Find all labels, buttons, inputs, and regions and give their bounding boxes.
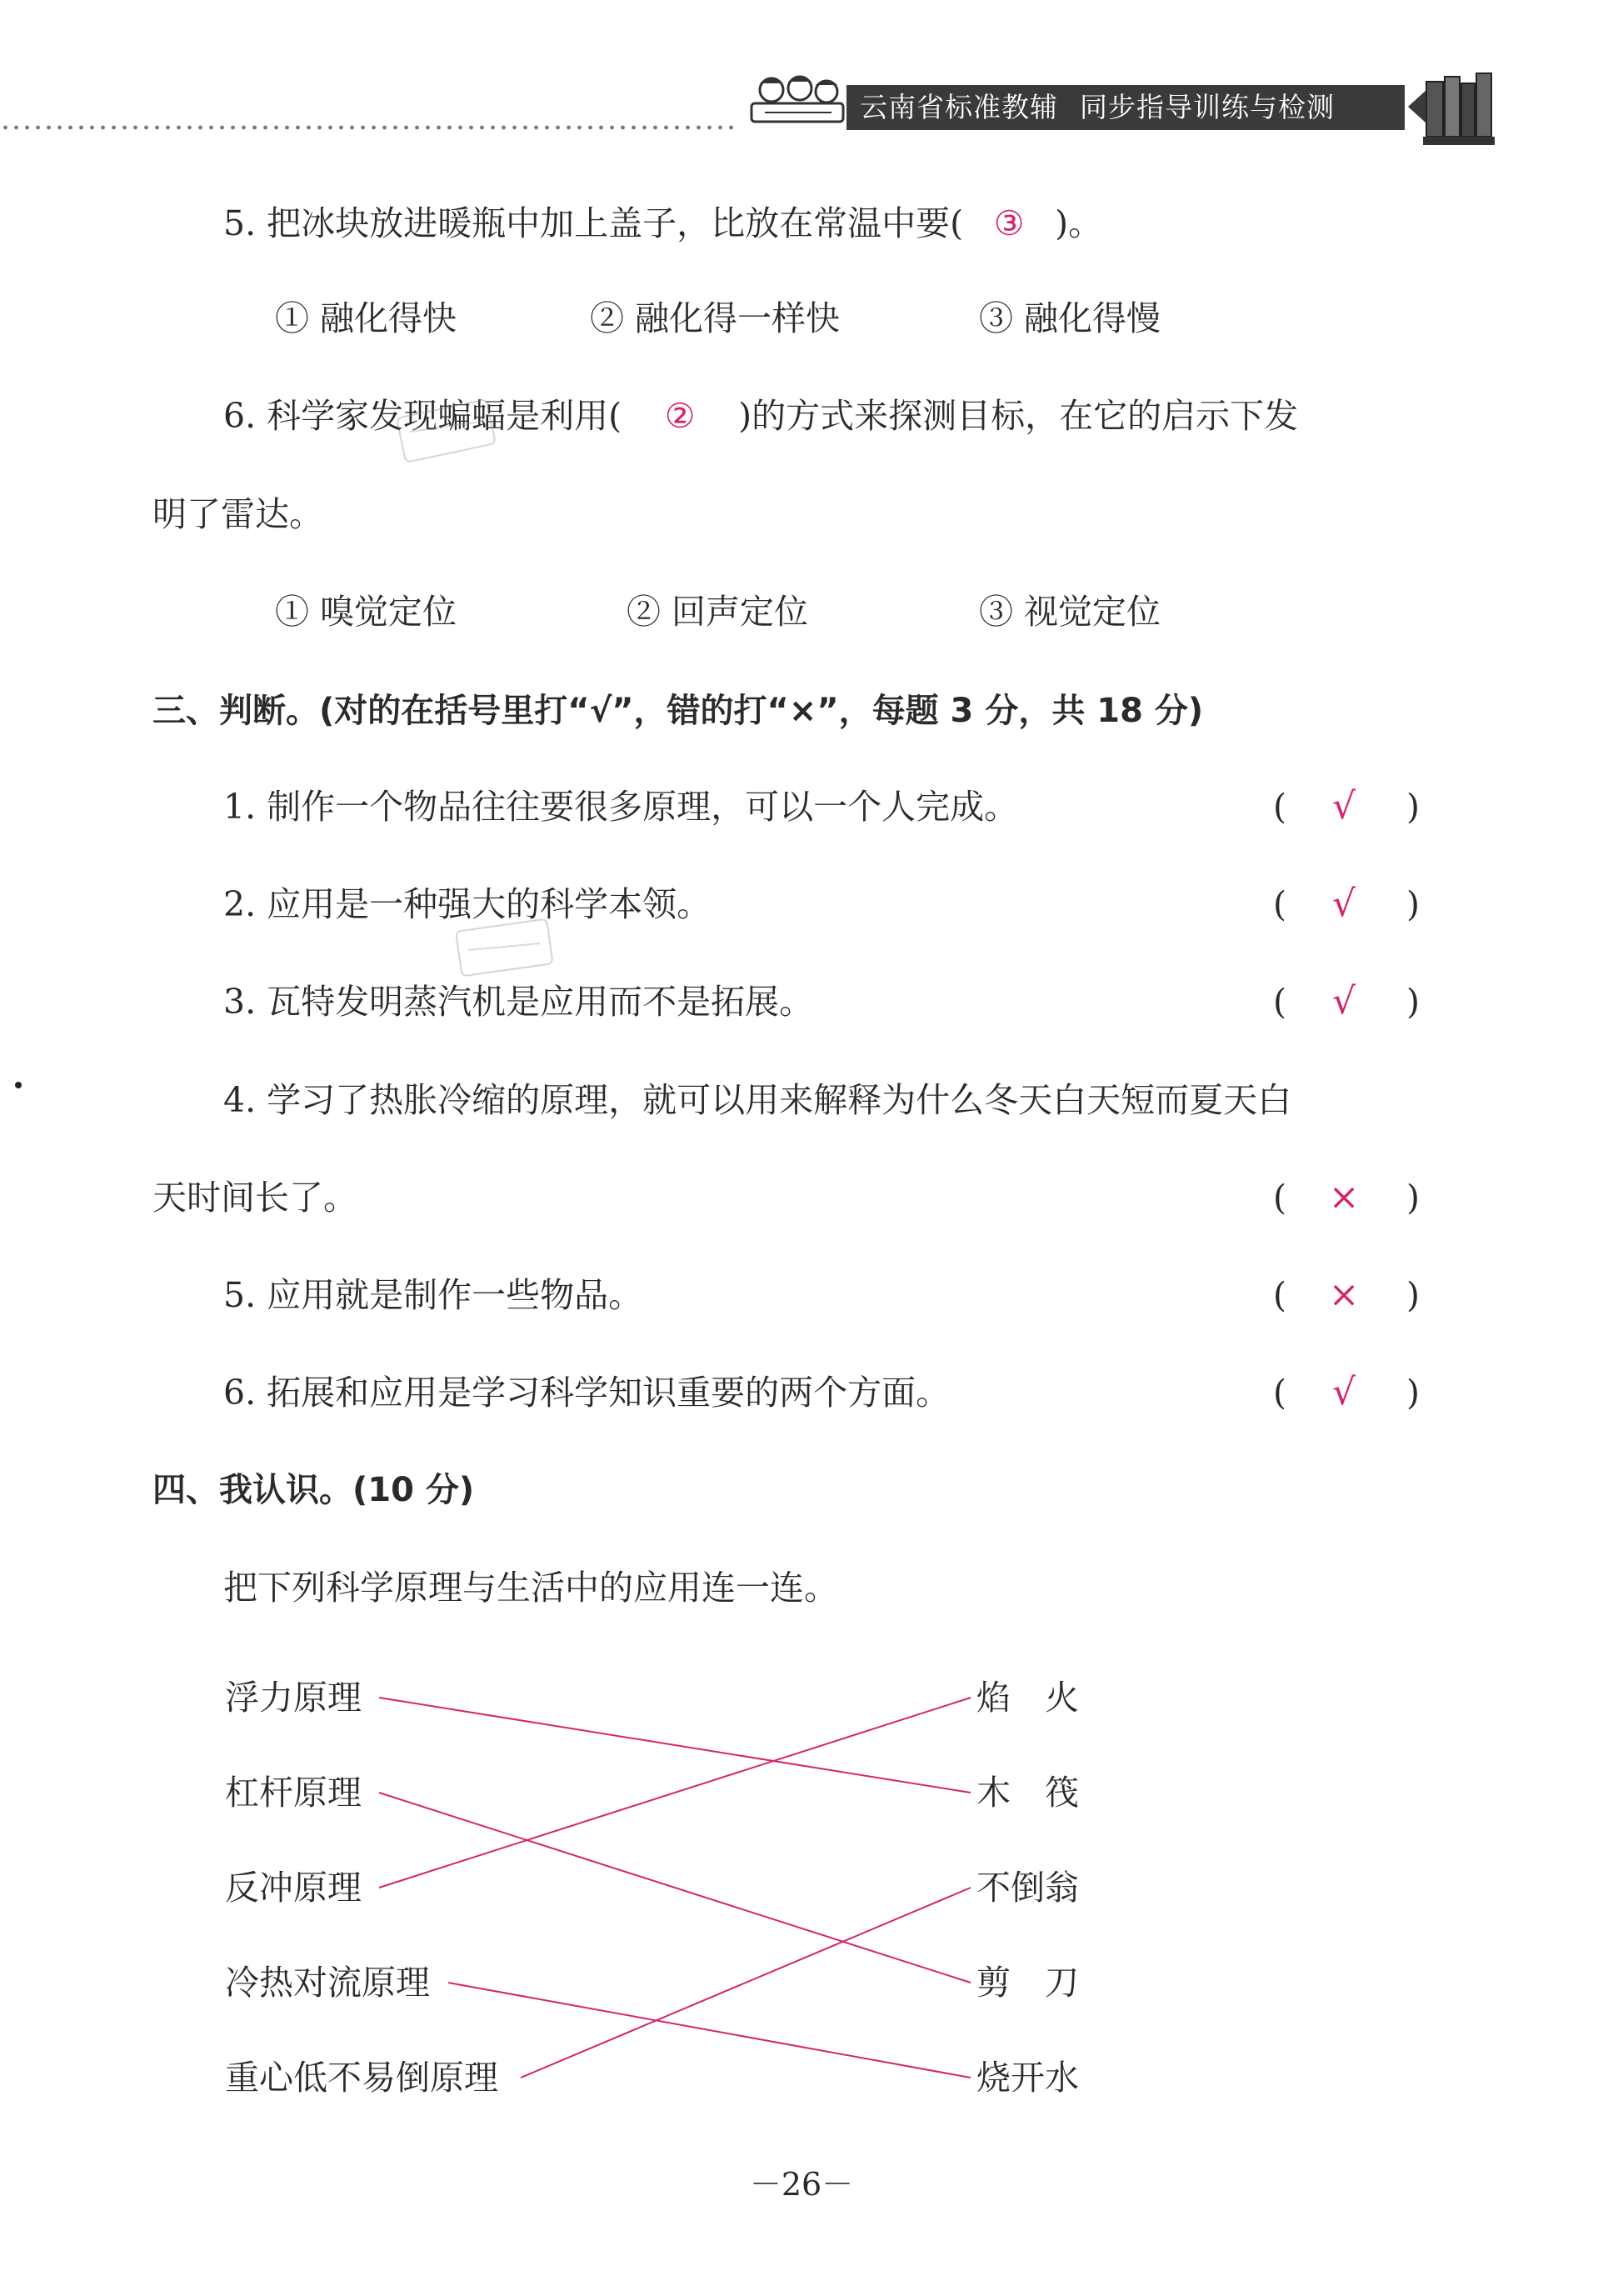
q5-stem-before: 5. 把冰块放进暖瓶中加上盖子，比放在常温中要(: [223, 203, 964, 243]
judge-item-3-mark: √: [1331, 980, 1356, 1023]
match-line: [379, 1793, 971, 1983]
match-line: [379, 1698, 971, 1888]
judge-item-3-text: 3. 瓦特发明蒸汽机是应用而不是拓展。: [223, 982, 814, 1022]
watermark-stamp: [450, 908, 558, 983]
judge-item-4-text: 4. 学习了热胀冷缩的原理，就可以用来解释为什么冬天白天短而夏天白: [223, 1080, 1292, 1120]
match-right-item: 剪 刀: [976, 1963, 1079, 2003]
q5-option-2: ② 融化得一样快: [590, 298, 841, 338]
match-line: [448, 1983, 971, 2078]
judge-item-4-continued: 天时间长了。: [152, 1178, 357, 1218]
judge-heading: 三、判断。(对的在括号里打“√”，错的打“×”，每题 3 分，共 18 分): [152, 692, 1204, 730]
judge-item-6-paren-open: (: [1273, 1373, 1286, 1413]
header-brand: 云南省标准教辅: [860, 91, 1058, 123]
judge-item-2-text: 2. 应用是一种强大的科学本领。: [223, 884, 712, 924]
match-left-item: 重心低不易倒原理: [225, 2058, 498, 2098]
match-instruction: 把下列科学原理与生活中的应用连一连。: [223, 1568, 838, 1608]
q5-option-1: ① 融化得快: [275, 298, 457, 338]
match-left-item: 反冲原理: [225, 1868, 362, 1908]
watermark-stamp: [392, 392, 500, 467]
q5-option-3: ③ 融化得慢: [979, 298, 1161, 338]
judge-item-1-text: 1. 制作一个物品往往要很多原理，可以一个人完成。: [223, 787, 1019, 827]
judge-item-5-text: 5. 应用就是制作一些物品。: [223, 1275, 643, 1315]
judge-item-4-paren-open: (: [1273, 1178, 1286, 1218]
judge-item-1-paren-open: (: [1273, 787, 1286, 827]
judge-item-1-paren-close: ): [1406, 787, 1420, 827]
judge-item-2-paren-close: ): [1406, 884, 1420, 924]
judge-item-6-text: 6. 拓展和应用是学习科学知识重要的两个方面。: [223, 1373, 951, 1413]
judge-item-5-paren-open: (: [1273, 1275, 1286, 1315]
q6-option-1: ① 嗅觉定位: [275, 592, 457, 632]
q6-stem-after: )的方式来探测目标，在它的启示下发: [738, 396, 1299, 436]
stray-dot: [15, 1082, 22, 1088]
q5-stem-after: )。: [1055, 203, 1103, 243]
match-right-item: 焰 火: [976, 1678, 1079, 1718]
q5-answer: ③: [993, 203, 1025, 243]
page-number: －26－: [749, 2166, 854, 2203]
judge-item-1-mark: √: [1331, 785, 1356, 828]
judge-item-5-paren-close: ): [1406, 1275, 1420, 1315]
match-heading: 四、我认识。(10 分): [152, 1471, 475, 1509]
judge-item-3-paren-open: (: [1273, 982, 1286, 1022]
judge-item-2-paren-open: (: [1273, 884, 1286, 924]
match-left-item: 浮力原理: [225, 1678, 362, 1718]
header-series: 同步指导训练与检测: [1080, 91, 1335, 123]
match-line: [521, 1888, 971, 2078]
judge-item-6-mark: √: [1331, 1371, 1356, 1413]
judge-item-4-mark: ×: [1328, 1176, 1360, 1218]
match-left-item: 冷热对流原理: [225, 1963, 430, 2003]
q6-option-2: ② 回声定位: [627, 592, 809, 632]
judge-item-5-mark: ×: [1328, 1273, 1360, 1316]
q6-option-3: ③ 视觉定位: [979, 592, 1161, 632]
q6-stem-continued: 明了雷达。: [152, 494, 323, 534]
judge-item-2-mark: √: [1331, 883, 1356, 925]
match-right-item: 不倒翁: [976, 1868, 1079, 1908]
match-right-item: 烧开水: [976, 2058, 1079, 2098]
match-left-item: 杠杆原理: [225, 1773, 362, 1813]
judge-item-4-paren-close: ): [1406, 1178, 1420, 1218]
judge-item-3-paren-close: ): [1406, 982, 1420, 1022]
match-line: [379, 1698, 971, 1793]
judge-item-6-paren-close: ): [1406, 1373, 1420, 1413]
match-right-item: 木 筏: [976, 1773, 1079, 1813]
q6-answer: ②: [664, 396, 696, 436]
q6-stem-before: 6. 科学家发现蝙蝠是利用(: [223, 396, 622, 436]
